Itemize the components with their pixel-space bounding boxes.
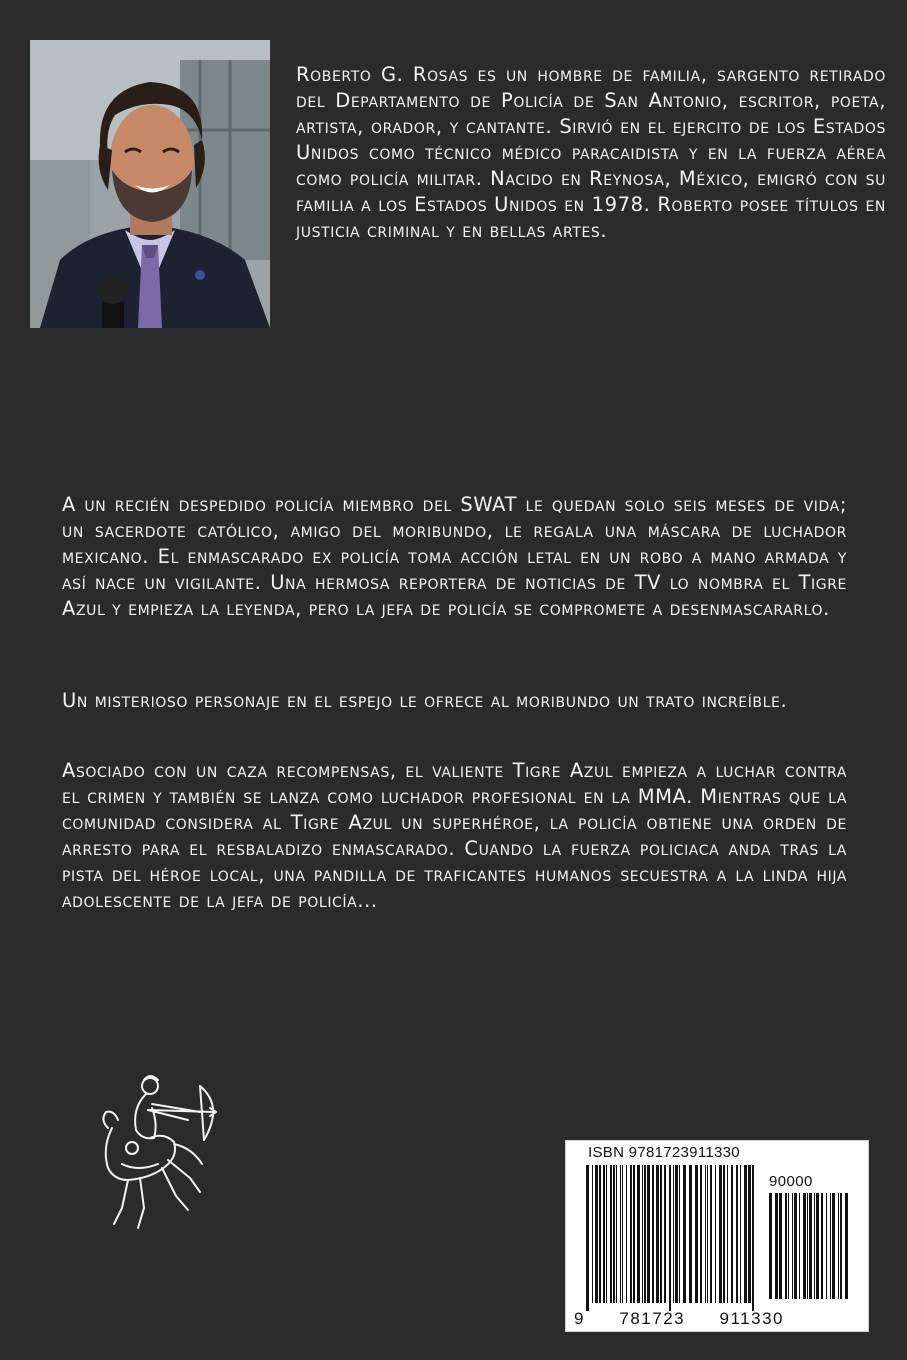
barcode-bar xyxy=(736,1165,738,1303)
barcode-bar xyxy=(705,1165,706,1303)
barcode-bar xyxy=(616,1165,617,1303)
barcode-bar xyxy=(630,1165,632,1303)
barcode-bar xyxy=(809,1193,812,1299)
barcode-bar xyxy=(689,1165,692,1303)
author-bio: Roberto G. Rosas es un hombre de familia, sargento retirado del Departamento de Policía de San Antonio, escritor, poeta, artista, orador, y cantante. Sirvió en el ejercito de los Estados Unidos como técnico médico paracaidista y en la fuerza aérea como policía militar. Nacido en Reynosa, México, emigró con su familia a los Estados Unidos en 1978. Roberto posee títulos en justicia criminal y en bellas artes. xyxy=(296,63,886,242)
barcode-bar xyxy=(622,1165,623,1303)
blurb-paragraph-2: Un misterioso personaje en el espejo le ofrece al moribundo un trato increíble. xyxy=(62,689,788,712)
barcode-bar xyxy=(637,1165,640,1303)
barcode-bar xyxy=(740,1165,741,1303)
barcode-bar xyxy=(821,1193,823,1299)
author-photo xyxy=(30,40,270,328)
barcode-bar xyxy=(669,1165,671,1311)
ean-barcode-bars xyxy=(586,1165,754,1311)
barcode-bar xyxy=(613,1165,615,1303)
barcode-bar xyxy=(644,1165,646,1303)
barcode-bar xyxy=(633,1165,635,1303)
barcode-bar xyxy=(610,1165,612,1303)
archer-on-horseback-logo-icon xyxy=(92,1068,226,1240)
barcode-bar xyxy=(727,1165,728,1303)
barcode-bar xyxy=(723,1165,725,1303)
barcode-bar xyxy=(592,1165,593,1303)
barcode-bar xyxy=(744,1165,747,1303)
barcode-bar xyxy=(816,1193,819,1299)
barcode-bar xyxy=(707,1165,708,1303)
barcode-bar xyxy=(620,1165,621,1303)
barcode-bar xyxy=(832,1193,835,1299)
barcode-bar xyxy=(792,1193,793,1299)
barcode-bar xyxy=(647,1165,650,1303)
barcode-bar xyxy=(830,1193,831,1299)
barcode-bar xyxy=(719,1165,722,1303)
barcode-bar xyxy=(603,1165,605,1303)
ean-digit-group-left: 781723 xyxy=(619,1309,686,1328)
barcode-bar xyxy=(660,1165,662,1303)
barcode-bar xyxy=(715,1165,716,1303)
barcode-bar xyxy=(599,1165,601,1303)
blurb-paragraph-3: Asociado con un caza recompensas, el valiente Tigre Azul empieza a luchar contra el crimen y también se lanza como luchador profesional en la MMA. Mientras que la comunidad considera al Tigre Azul un superhéroe, la policía obtiene una orden de arresto para el resbaladizo enmascarado. Cuando la fuerza policiaca anda tras la pista del héroe local, una pandilla de traficantes humanos secuestra a la linda hija adolescente de la jefa de policía... xyxy=(62,759,847,912)
isbn-label: ISBN 9781723911330 xyxy=(588,1144,740,1161)
barcode-bar xyxy=(752,1165,754,1311)
barcode-bar xyxy=(664,1165,666,1303)
ean-digits xyxy=(574,1309,784,1329)
barcode-bar xyxy=(675,1165,678,1303)
ean-digit-prefix: 9 xyxy=(574,1309,585,1328)
barcode-bar xyxy=(794,1193,797,1299)
barcode-bar xyxy=(626,1165,627,1303)
barcode-bar xyxy=(814,1193,815,1299)
barcode-bar xyxy=(769,1193,772,1299)
barcode-bar xyxy=(799,1193,800,1299)
ean-digit-group-right: 911330 xyxy=(719,1309,784,1328)
barcode-bar xyxy=(826,1193,827,1299)
barcode-bar xyxy=(748,1165,751,1303)
barcode-bar xyxy=(807,1193,808,1299)
barcode-bar xyxy=(695,1165,698,1303)
price-code: 90000 xyxy=(769,1173,813,1190)
barcode-bar xyxy=(779,1193,782,1299)
barcode-bar xyxy=(700,1165,702,1303)
author-portrait-photo-icon xyxy=(30,40,270,328)
barcode-bar xyxy=(606,1165,607,1303)
barcode-bar xyxy=(673,1165,674,1303)
publisher-logo xyxy=(92,1068,226,1240)
barcode-bar xyxy=(803,1193,806,1299)
barcode-bar xyxy=(785,1193,787,1299)
barcode-bar xyxy=(642,1165,643,1303)
blurb-paragraph-1: A un recién despedido policía miembro del SWAT le quedan solo seis meses de vida; un sacerdote católico, amigo del moribundo, le regala una máscara de luchador mexicano. El enmascarado ex policía toma acción letal en un robo a mano armada y así nace un vigilante. Una hermosa reportera de noticias de TV lo nombra el Tigre Azul y empieza la leyenda, pero la jefa de policía se compromete a desenmascararlo. xyxy=(62,493,847,620)
barcode-bar xyxy=(775,1193,778,1299)
barcode-bar xyxy=(656,1165,659,1303)
barcode-bar xyxy=(788,1193,789,1299)
barcode-bar xyxy=(652,1165,654,1303)
barcode-bar xyxy=(731,1165,733,1303)
barcode-bar xyxy=(595,1165,598,1303)
barcode-bar xyxy=(840,1193,842,1299)
isbn-barcode xyxy=(565,1140,869,1332)
addon-barcode-bars xyxy=(769,1193,849,1299)
barcode-bar xyxy=(679,1165,680,1303)
barcode-bar xyxy=(683,1165,686,1303)
barcode-bar xyxy=(586,1165,589,1311)
barcode-bar xyxy=(838,1193,839,1299)
barcode-bar xyxy=(845,1193,848,1299)
barcode-bar xyxy=(710,1165,712,1303)
